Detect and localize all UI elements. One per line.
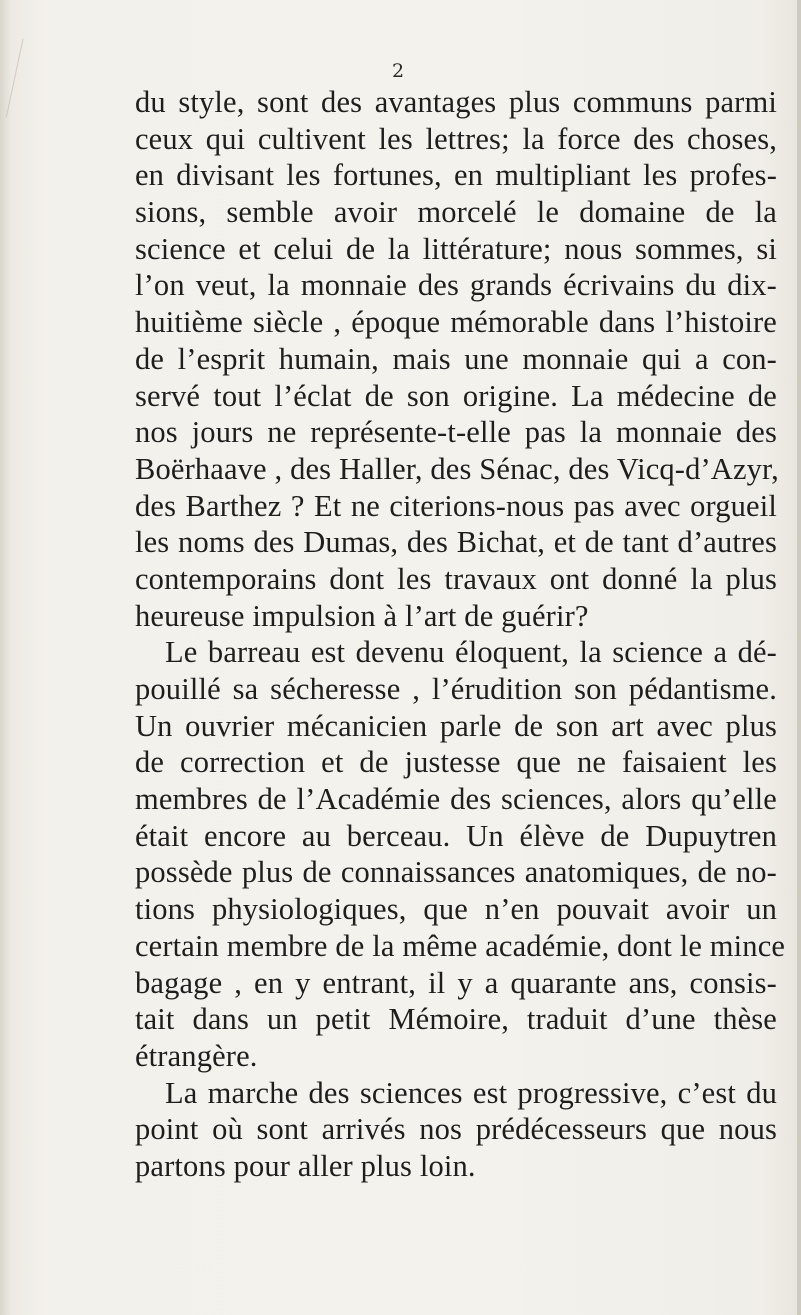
- page-left-edge: [0, 0, 10, 1315]
- text-line: contemporains dont les travaux ont donné la plus: [135, 561, 777, 596]
- page-right-edge: [797, 0, 801, 1315]
- text-line: sions, semble avoir morcelé le domaine de la: [135, 195, 777, 230]
- text-line: La marche des sciences est progressive, c’est du: [165, 1075, 777, 1110]
- text-line: nos jours ne représente-t-elle pas la monnaie des: [135, 415, 777, 450]
- text-line: ceux qui cultivent les lettres; la force des choses,: [135, 121, 777, 156]
- margin-mark: [6, 38, 45, 121]
- text-line: membres de l’Académie des sciences, alors qu’elle: [135, 782, 777, 817]
- text-line: bagage , en y entrant, il y a quarante ans, consis-: [135, 965, 777, 1000]
- text-line: science et celui de la littérature; nous sommes, si: [135, 231, 777, 266]
- text-line: les noms des Dumas, des Bichat, et de tant d’autres: [135, 525, 777, 560]
- text-line: possède plus de connaissances anatomiques, de no-: [135, 855, 777, 890]
- text-line: point où sont arrivés nos prédécesseurs que nous: [135, 1112, 777, 1147]
- text-line: partons pour aller plus loin.: [135, 1148, 476, 1183]
- text-line: pouillé sa sécheresse , l’érudition son pédantisme.: [135, 672, 777, 706]
- text-line: étrangère.: [135, 1038, 258, 1073]
- text-line: Le barreau est devenu éloquent, la science a dé-: [165, 635, 777, 670]
- text-line: Un ouvrier mécanicien parle de son art avec plus: [135, 708, 777, 743]
- text-line: de correction et de justesse que ne faisaient les: [135, 745, 777, 780]
- text-line: de l’esprit humain, mais une monnaie qui a con-: [135, 341, 777, 376]
- text-line: Boërhaave , des Haller, des Sénac, des Vicq-d’Azyr,: [135, 451, 779, 486]
- text-line: en divisant les fortunes, en multipliant les profes-: [135, 158, 777, 193]
- body-text: [135, 84, 786, 1185]
- page-number: 2: [391, 60, 405, 82]
- text-line: des Barthez ? Et ne citerions-nous pas avec orgueil: [135, 488, 777, 523]
- text-line: servé tout l’éclat de son origine. La médecine de: [135, 378, 777, 413]
- text-line: du style, sont des avantages plus communs parmi: [135, 85, 777, 119]
- text-line: était encore au berceau. Un élève de Dupuytren: [135, 818, 777, 853]
- text-line: tions physiologiques, que n’en pouvait avoir un: [135, 892, 777, 927]
- text-line: l’on veut, la monnaie des grands écrivains du dix-: [135, 268, 777, 303]
- text-line: heureuse impulsion à l’art de guérir?: [135, 598, 589, 633]
- text-line: tait dans un petit Mémoire, traduit d’une thèse: [135, 1002, 777, 1037]
- text-line: certain membre de la même académie, dont le mince: [135, 928, 786, 963]
- text-line: huitième siècle , époque mémorable dans l’histoire: [135, 305, 777, 340]
